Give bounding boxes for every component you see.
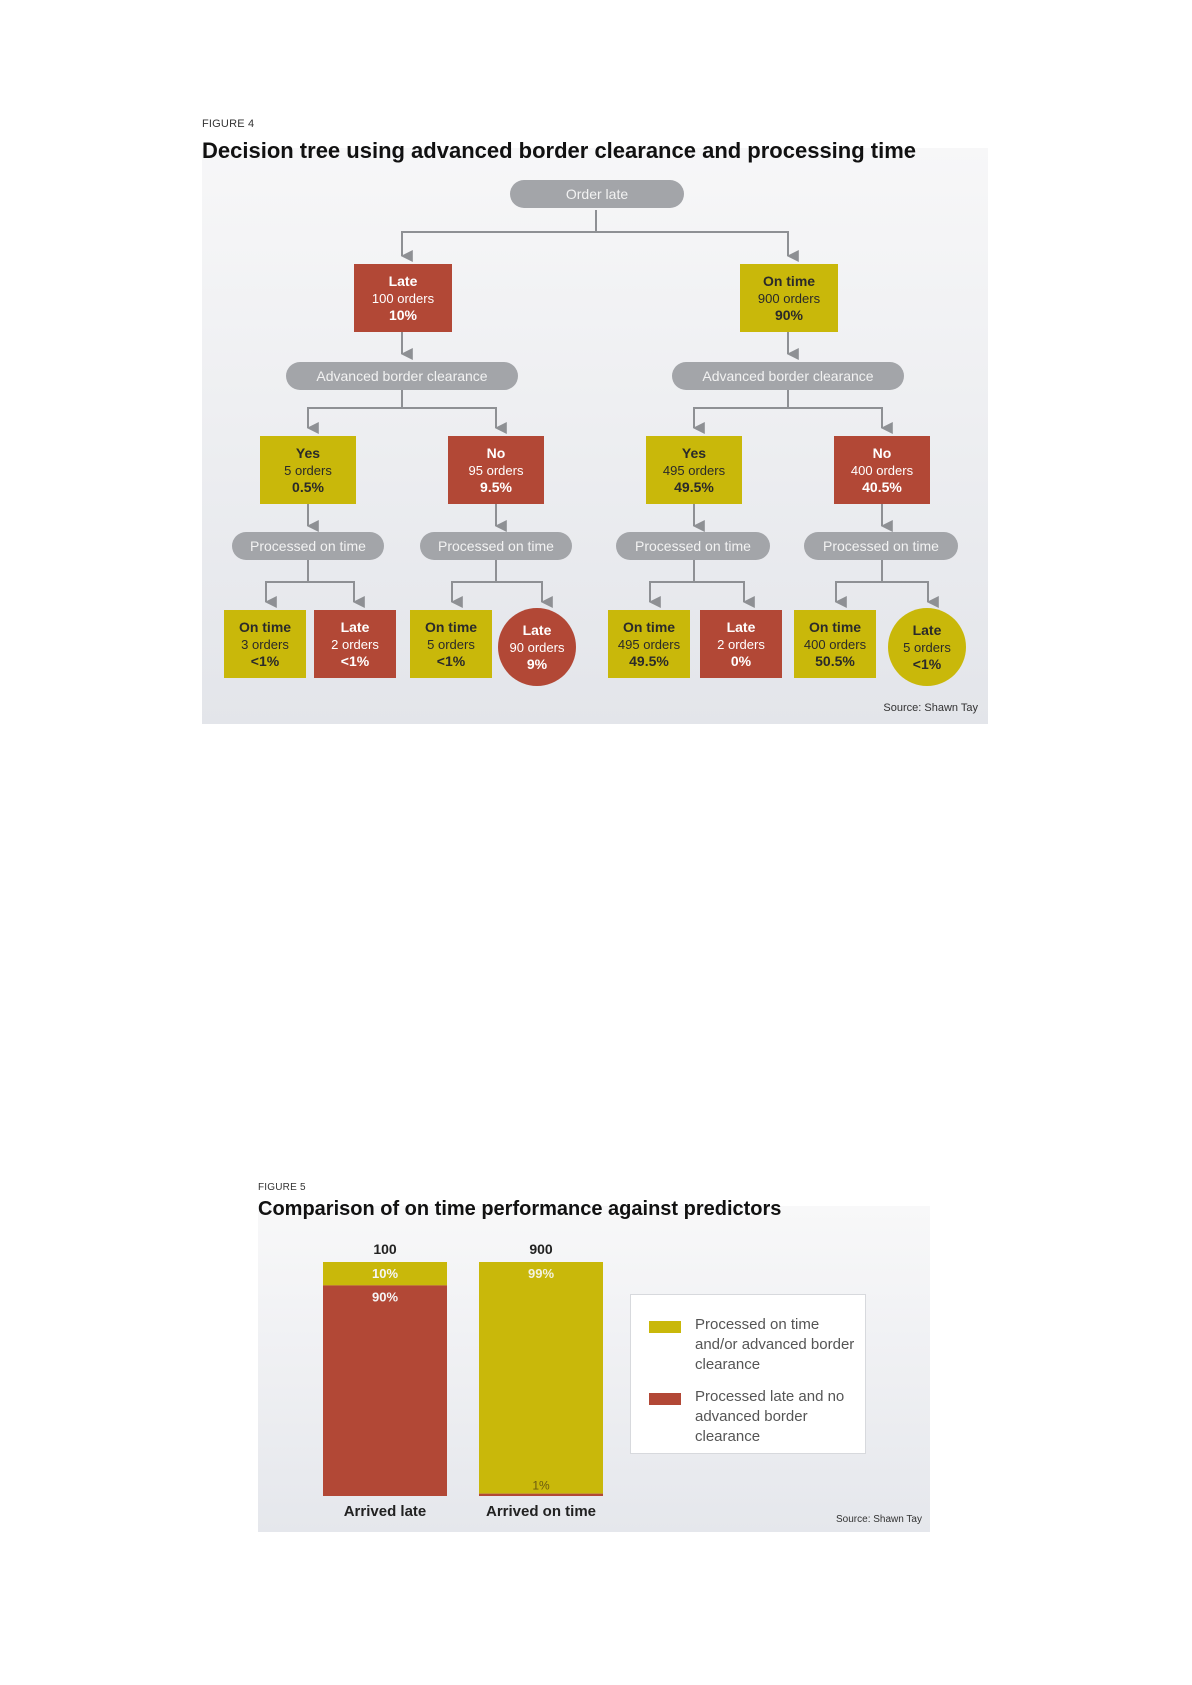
leaf-4-pct: 9% — [526, 655, 548, 672]
condition-processed-4: Processed on time — [804, 532, 958, 560]
condition-processed-1: Processed on time — [232, 532, 384, 560]
category-label-arrived-late: Arrived late — [343, 1503, 427, 1520]
leaf-6-head: Late — [726, 618, 756, 635]
leaf-2-orders: 2 orders — [331, 636, 379, 652]
leaf-1-orders: 3 orders — [241, 636, 289, 652]
figure-4-title: Decision tree using advanced border clearance and processing time — [202, 138, 917, 163]
bar-arrived-on-time-series-1 — [479, 1262, 603, 1494]
leaf-8-pct: <1% — [912, 655, 942, 672]
bar-label-arrived-on-time-series-2: 1% — [532, 1478, 550, 1493]
node-late-head: Late — [388, 272, 418, 289]
node-late-yes — [260, 436, 356, 504]
leaf-5-pct: 49.5% — [629, 652, 669, 669]
leaf-8-orders: 5 orders — [903, 639, 951, 655]
condition-border-clearance-right: Advanced border clearance — [672, 362, 904, 390]
figure-5-label: FIGURE 5 — [258, 1182, 306, 1193]
bar-arrived-late-series-2 — [323, 1285, 447, 1496]
node-late-no — [448, 436, 544, 504]
leaf-5-on-time — [608, 610, 690, 678]
condition-processed-3: Processed on time — [616, 532, 770, 560]
leaf-5-orders: 495 orders — [617, 636, 681, 652]
leaf-1-pct: <1% — [250, 652, 280, 669]
node-late — [354, 264, 452, 332]
leaf-4-orders: 90 orders — [509, 639, 565, 655]
node-late-no-orders: 95 orders — [468, 462, 524, 478]
leaf-6-late — [700, 610, 782, 678]
root-node-order-late: Order late — [510, 180, 684, 208]
legend-item-on-time — [649, 1315, 855, 1375]
leaf-5-head: On time — [622, 618, 676, 635]
figure-5-title: Comparison of on time performance against predictors — [258, 1198, 782, 1220]
leaf-3-pct: <1% — [436, 652, 466, 669]
leaf-4-late — [498, 608, 576, 686]
leaf-3-head: On time — [424, 618, 478, 635]
leaf-3-on-time — [410, 610, 492, 678]
leaf-6-pct: 0% — [730, 652, 752, 669]
leaf-1-head: On time — [238, 618, 292, 635]
legend-text-late: Processed late and no advanced border clearance — [695, 1388, 845, 1445]
leaf-7-on-time — [794, 610, 876, 678]
node-late-no-head: No — [486, 444, 506, 461]
node-on-time-no-pct: 40.5% — [862, 478, 902, 495]
chart-legend — [630, 1294, 866, 1454]
leaf-1-on-time — [224, 610, 306, 678]
leaf-8-head: Late — [912, 621, 942, 638]
node-on-time-pct: 90% — [774, 306, 804, 323]
node-on-time — [740, 264, 838, 332]
leaf-2-late — [314, 610, 396, 678]
node-late-pct: 10% — [388, 306, 418, 323]
node-on-time-no — [834, 436, 930, 504]
node-on-time-orders: 900 orders — [757, 290, 821, 306]
figure-4-decision-tree — [202, 118, 988, 724]
condition-processed-2: Processed on time — [420, 532, 572, 560]
node-late-yes-pct: 0.5% — [292, 478, 324, 495]
figure-5-chart — [258, 1182, 930, 1532]
node-on-time-head: On time — [762, 272, 816, 289]
leaf-2-head: Late — [340, 618, 370, 635]
figure-4-label: FIGURE 4 — [202, 118, 255, 130]
node-on-time-no-orders: 400 orders — [850, 462, 914, 478]
node-on-time-yes-orders: 495 orders — [662, 462, 726, 478]
figure-5-source: Source: Shawn Tay — [836, 1514, 922, 1525]
bar-total-arrived-late: 100 — [373, 1241, 397, 1257]
leaf-2-pct: <1% — [340, 652, 370, 669]
bar-total-arrived-on-time: 900 — [529, 1241, 553, 1257]
legend-swatch-on-time — [649, 1321, 681, 1333]
condition-border-clearance-left: Advanced border clearance — [286, 362, 518, 390]
leaf-8-late — [888, 608, 966, 686]
bar-label-arrived-late-series-1: 10% — [371, 1266, 399, 1281]
node-late-yes-head: Yes — [295, 444, 321, 461]
leaf-6-orders: 2 orders — [717, 636, 765, 652]
legend-swatch-late — [649, 1393, 681, 1405]
legend-item-late — [649, 1387, 855, 1447]
leaf-4-head: Late — [522, 621, 552, 638]
node-on-time-yes — [646, 436, 742, 504]
node-on-time-no-head: No — [872, 444, 892, 461]
legend-text-on-time: Processed on time and/or advanced border clearance — [695, 1316, 855, 1373]
category-label-arrived-on-time: Arrived on time — [485, 1503, 597, 1520]
bar-label-arrived-on-time-series-1: 99% — [527, 1266, 555, 1281]
leaf-7-orders: 400 orders — [803, 636, 867, 652]
leaf-3-orders: 5 orders — [427, 636, 475, 652]
bar-arrived-on-time-series-2 — [479, 1494, 603, 1496]
leaf-7-head: On time — [808, 618, 862, 635]
bar-label-arrived-late-series-2: 90% — [371, 1289, 399, 1305]
node-late-no-pct: 9.5% — [480, 478, 512, 495]
node-late-yes-orders: 5 orders — [284, 462, 332, 478]
node-on-time-yes-pct: 49.5% — [674, 478, 714, 495]
leaf-7-pct: 50.5% — [815, 652, 855, 669]
figure-4-source: Source: Shawn Tay — [883, 702, 978, 714]
node-on-time-yes-head: Yes — [681, 444, 707, 461]
node-late-orders: 100 orders — [371, 290, 435, 306]
